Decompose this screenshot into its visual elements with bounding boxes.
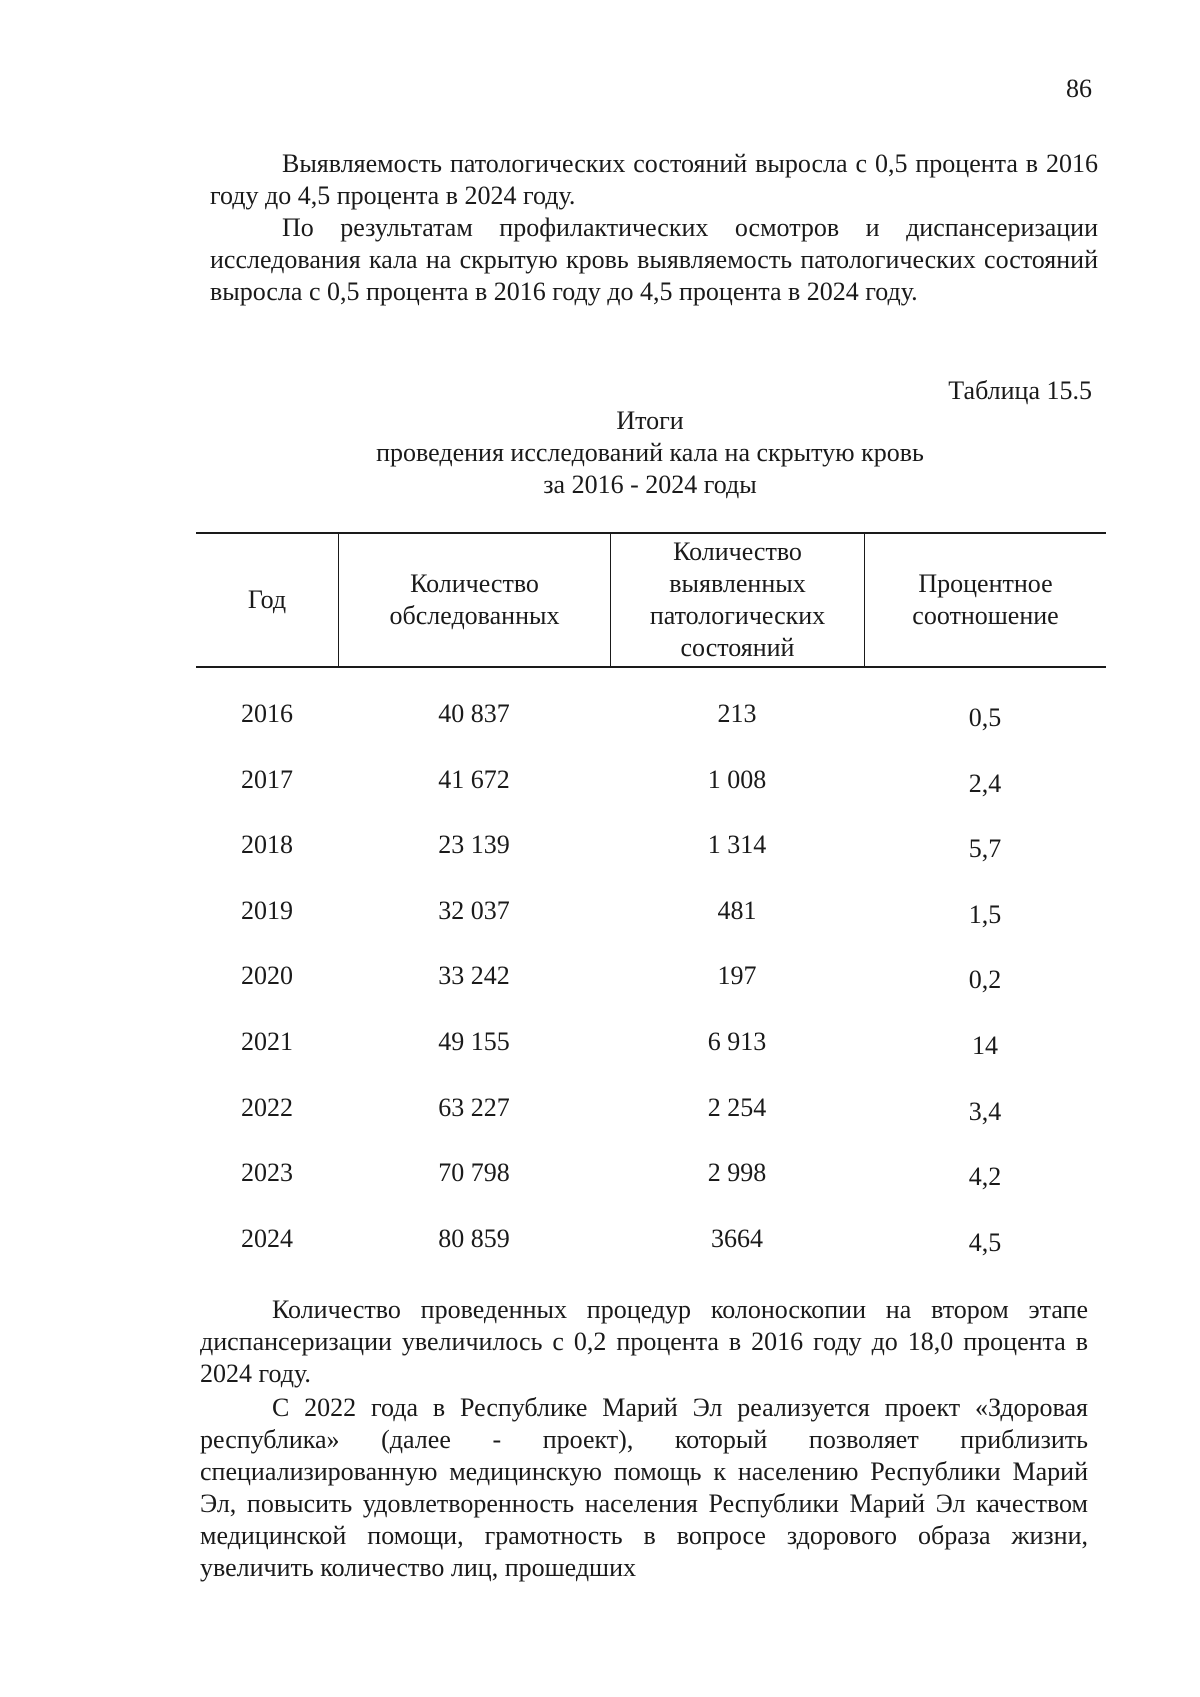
cell-detected: 2 998 — [707, 1158, 767, 1188]
cell-year: 2021 — [241, 1026, 293, 1056]
cell-percent: 4,2 — [968, 1162, 1002, 1192]
table-caption-line: проведения исследований кала на скрытую кровь — [376, 438, 924, 467]
table-row — [196, 821, 1106, 887]
cell-detected: 3664 — [711, 1223, 763, 1253]
table-header — [196, 532, 1106, 668]
cell-examined: 80 859 — [438, 1223, 510, 1253]
cell-examined: 40 837 — [438, 699, 510, 728]
table-row — [196, 1018, 1106, 1084]
cell-year: 2016 — [241, 699, 293, 728]
table-row — [196, 690, 1106, 756]
cell-year: 2018 — [241, 830, 293, 860]
cell-year: 2024 — [241, 1223, 293, 1253]
data-table — [196, 532, 1106, 1280]
cell-percent: 4,5 — [968, 1227, 1002, 1257]
cell-examined: 33 242 — [438, 961, 510, 991]
paragraph: Количество проведенных процедур колоноскопии на втором этапе диспансеризации увеличилось с 0,2 процента в 2016 году до 18,0 процента в 2024 году. — [200, 1295, 1088, 1388]
cell-year: 2017 — [241, 764, 293, 794]
cell-examined: 32 037 — [438, 895, 510, 925]
paragraph: По результатам профилактических осмотров и диспансеризации исследования кала на скрытую кровь выявляемость патологических состояний выросла с 0,5 процента в 2016 году до 4,5 процента в 2024 году. — [210, 213, 1098, 306]
table-row — [196, 1149, 1106, 1215]
table-caption-line: Итоги — [616, 406, 684, 435]
cell-examined: 41 672 — [438, 764, 510, 794]
cell-percent: 2,4 — [968, 768, 1002, 798]
table-row — [196, 1084, 1106, 1150]
cell-percent: 5,7 — [968, 834, 1002, 864]
cell-percent: 0,2 — [968, 965, 1002, 995]
header-detected: Количество выявленных патологических состояний — [610, 534, 864, 666]
cell-detected: 213 — [717, 699, 757, 728]
cell-detected: 1 008 — [707, 764, 767, 794]
cell-year: 2019 — [241, 895, 293, 925]
cell-examined: 23 139 — [438, 830, 510, 860]
cell-examined: 63 227 — [438, 1092, 510, 1122]
cell-detected: 2 254 — [707, 1092, 767, 1122]
cell-percent: 0,5 — [968, 703, 1002, 732]
cell-percent: 14 — [972, 1030, 998, 1060]
table-row — [196, 1215, 1106, 1281]
cell-detected: 481 — [717, 895, 757, 925]
table-row — [196, 756, 1106, 822]
paragraph: Выявляемость патологических состояний выросла с 0,5 процента в 2016 году до 4,5 процента в 2024 году. — [210, 149, 1098, 210]
cell-examined: 49 155 — [438, 1026, 510, 1056]
table-row — [196, 952, 1106, 1018]
cell-year: 2020 — [241, 961, 293, 991]
table-number: Таблица 15.5 — [948, 376, 1092, 405]
table-caption-line: за 2016 - 2024 годы — [543, 470, 757, 499]
cell-detected: 197 — [717, 961, 757, 991]
cell-percent: 3,4 — [968, 1096, 1002, 1126]
cell-examined: 70 798 — [438, 1158, 510, 1188]
cell-percent: 1,5 — [968, 899, 1002, 929]
page-number: 86 — [1066, 74, 1092, 103]
cell-year: 2022 — [241, 1092, 293, 1122]
header-percent: Процентное соотношение — [864, 534, 1106, 666]
table-body — [196, 668, 1106, 1280]
header-examined: Количество обследованных — [338, 534, 610, 666]
paragraph: С 2022 года в Республике Марий Эл реализуется проект «Здоровая республика» (далее - проект), который позволяет приблизить специализированную медицинскую помощь к населению Республики Марий Эл, повысить удовлетворенность населения Республики Марий Эл качеством медицинской помощи, грамотность в вопросе здорового образа жизни, увеличить количество лиц, прошедших — [200, 1393, 1088, 1582]
cell-detected: 1 314 — [707, 830, 767, 860]
table-row — [196, 887, 1106, 953]
cell-detected: 6 913 — [707, 1026, 767, 1056]
cell-year: 2023 — [241, 1158, 293, 1188]
table-caption — [190, 405, 1110, 501]
header-year: Год — [247, 585, 287, 614]
